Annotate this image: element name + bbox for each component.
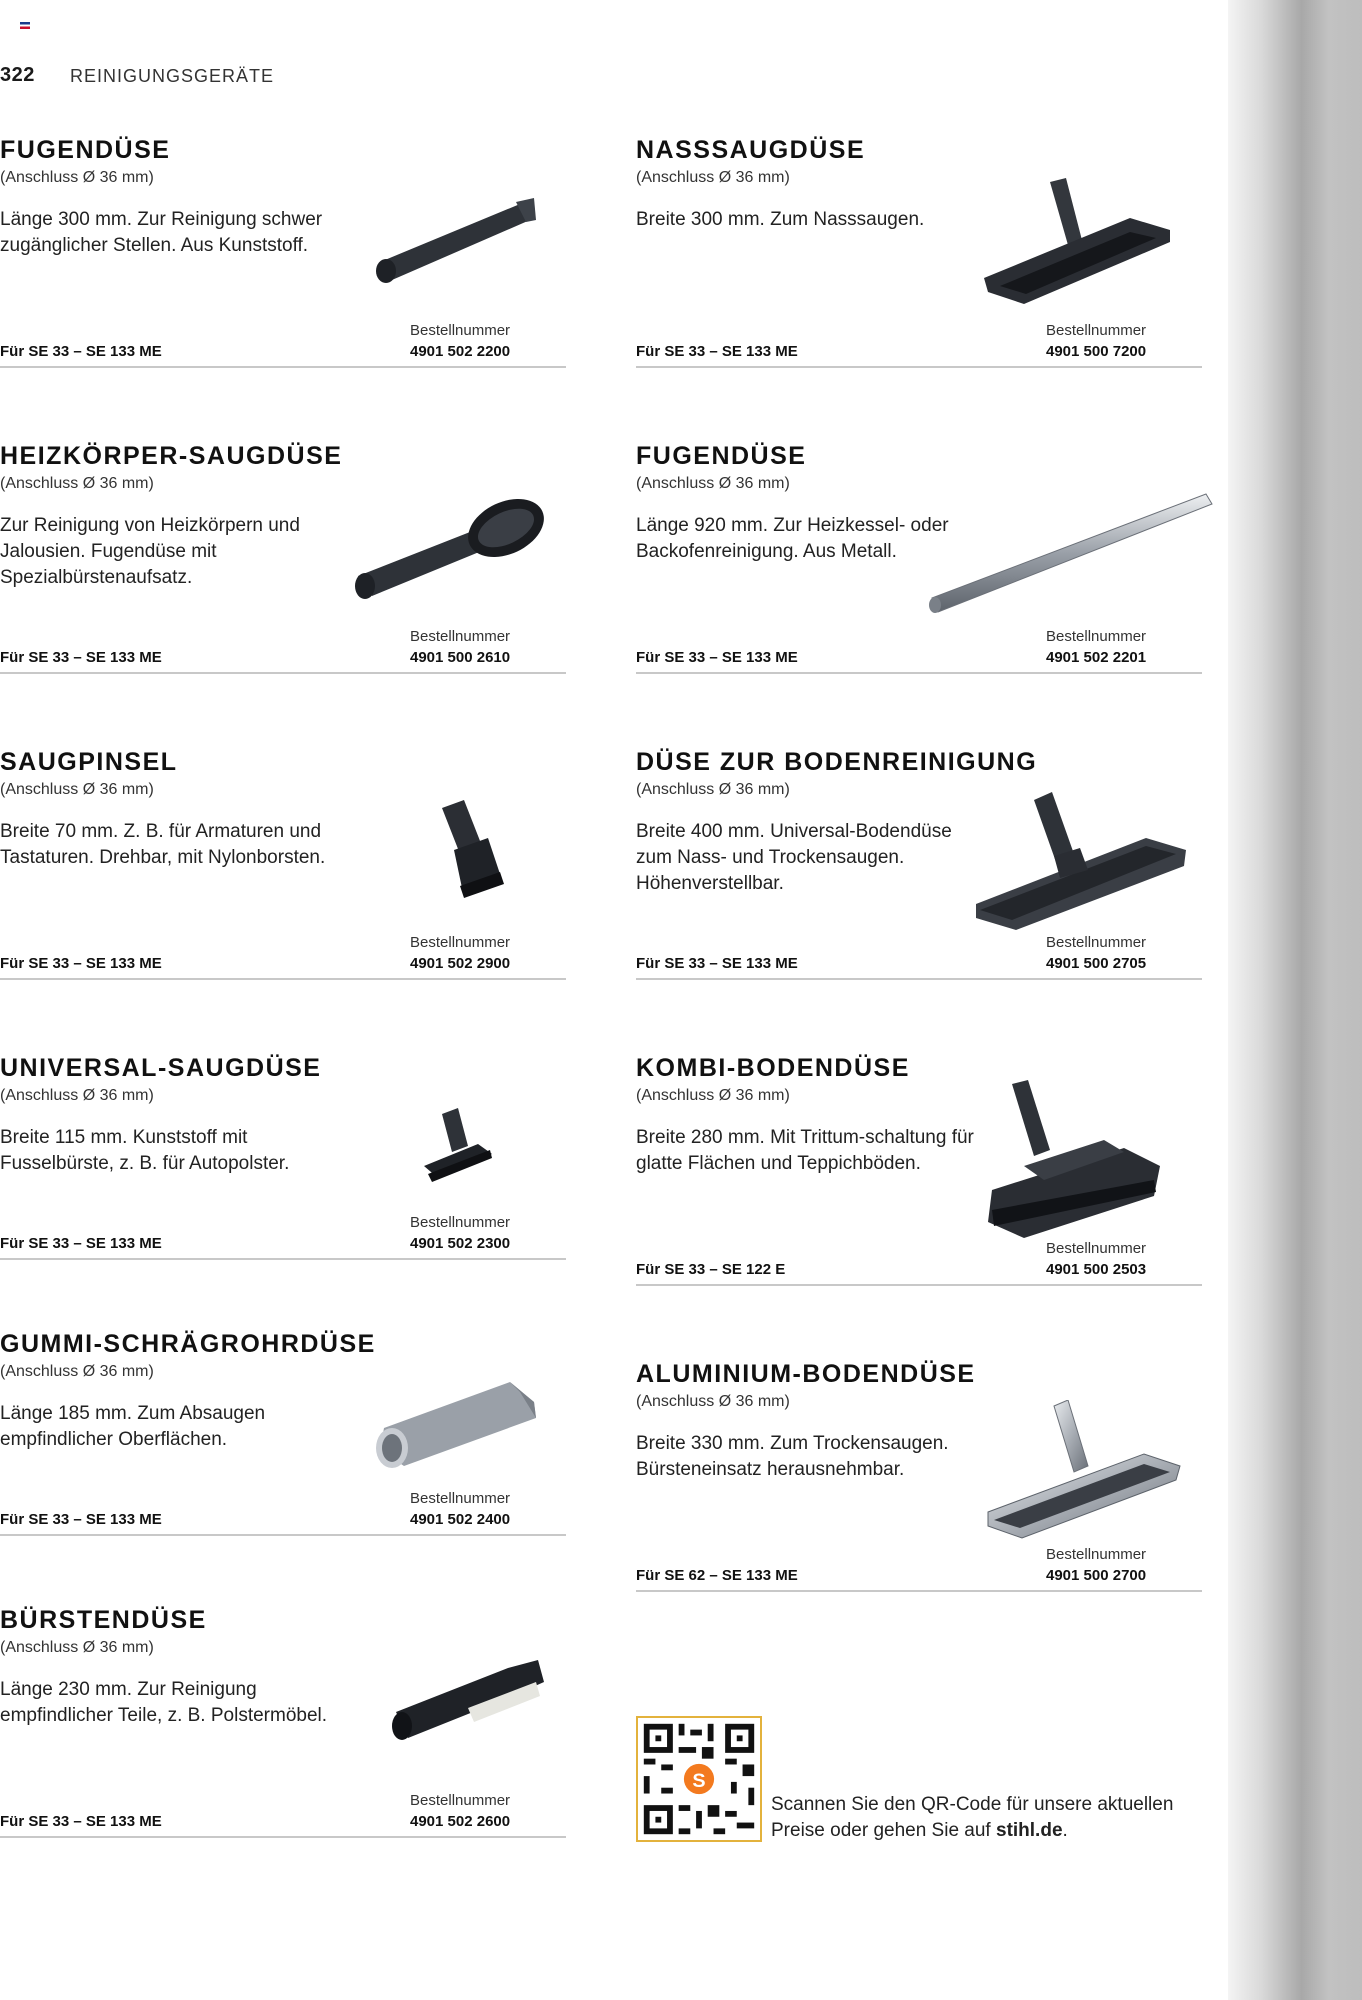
order-number: 4901 500 2503 [1046,1261,1147,1278]
order-number: 4901 502 2900 [410,955,511,972]
svg-text:S: S [692,1770,706,1793]
qr-caption-text: Scannen Sie den QR-Code für unsere aktuellen Preise oder gehen Sie auf [771,1794,1174,1841]
product-title: SAUGPINSEL [0,748,178,776]
order-number-label: Bestellnummer [1046,934,1147,951]
order-number-label: Bestellnummer [410,322,511,339]
product-description: Länge 300 mm. Zur Reinigung schwer zugänglicher Stellen. Aus Kunststoff. [0,209,323,256]
metal-crevice-nozzle-icon [924,490,1214,620]
product-connector: (Anschluss Ø 36 mm) [0,169,154,186]
product-connector: (Anschluss Ø 36 mm) [0,1639,154,1656]
qr-caption [771,1792,1211,1844]
compatible-models: Für SE 33 – SE 133 ME [0,649,162,666]
product-title: FUGENDÜSE [636,442,807,470]
order-number-label: Bestellnummer [1046,628,1147,645]
order-row [0,1490,566,1536]
order-row [0,628,566,674]
product-description: Länge 185 mm. Zum Absaugen empfindlicher Oberflächen. [0,1403,266,1450]
product-connector: (Anschluss Ø 36 mm) [636,169,790,186]
product-title: NASSSAUGDÜSE [636,136,866,164]
compatible-models: Für SE 33 – SE 133 ME [636,649,798,666]
product-title: GUMMI-SCHRÄGROHRDÜSE [0,1330,376,1358]
order-number: 4901 500 2700 [1046,1567,1147,1584]
product-connector: (Anschluss Ø 36 mm) [0,475,154,492]
compatible-models: Für SE 33 – SE 133 ME [0,1511,162,1528]
product-connector: (Anschluss Ø 36 mm) [636,475,790,492]
product-connector: (Anschluss Ø 36 mm) [636,781,790,798]
order-number-label: Bestellnummer [410,628,511,645]
product-connector: (Anschluss Ø 36 mm) [636,1087,790,1104]
order-number-label: Bestellnummer [410,934,511,951]
compatible-models: Für SE 33 – SE 133 ME [0,955,162,972]
product-connector: (Anschluss Ø 36 mm) [0,1087,154,1104]
product-description: Breite 330 mm. Zum Trockensaugen. Bürsteneinsatz herausnehmbar. [636,1433,949,1480]
page-number: 322 [0,64,35,86]
order-number: 4901 502 2600 [410,1813,511,1830]
order-row [636,1546,1202,1592]
product-title: HEIZKÖRPER-SAUGDÜSE [0,442,343,470]
product-description: Breite 70 mm. Z. B. für Armaturen und Tastaturen. Drehbar, mit Nylonborsten. [0,821,326,868]
product-description: Breite 115 mm. Kunststoff mit Fusselbürste, z. B. für Autopolster. [0,1127,290,1174]
website-link[interactable]: stihl.de [996,1820,1063,1841]
product-title: KOMBI-BODENDÜSE [636,1054,910,1082]
combi-floor-nozzle-icon [984,1080,1164,1240]
order-number-label: Bestellnummer [410,1792,511,1809]
dusting-brush-icon [430,800,510,900]
product-title: ALUMINIUM-BODENDÜSE [636,1360,976,1388]
order-row [636,934,1202,980]
compatible-models: Für SE 33 – SE 122 E [636,1261,786,1278]
compatible-models: Für SE 33 – SE 133 ME [0,1813,162,1830]
order-row [0,322,566,368]
brush-nozzle-icon [388,1656,548,1746]
product-title: BÜRSTENDÜSE [0,1606,207,1634]
order-number-label: Bestellnummer [1046,1240,1147,1257]
product-title: UNIVERSAL-SAUGDÜSE [0,1054,322,1082]
product-description: Breite 400 mm. Universal-Bodendüse zum Nass- und Trockensaugen. Höhenverstellbar. [636,821,952,894]
page-edge-shadow [1228,0,1362,2000]
aluminium-floor-nozzle-icon [984,1400,1184,1540]
compatible-models: Für SE 33 – SE 133 ME [636,343,798,360]
order-row [0,934,566,980]
radiator-nozzle-icon [350,488,570,608]
wet-nozzle-icon [980,178,1180,308]
product-description: Zur Reinigung von Heizkörpern und Jalousien. Fugendüse mit Spezialbürstenaufsatz. [0,515,300,588]
order-number: 4901 502 2200 [410,343,511,360]
order-row [636,322,1202,368]
product-description: Breite 300 mm. Zum Nasssaugen. [636,209,925,230]
order-row [636,1240,1202,1286]
order-number: 4901 502 2300 [410,1235,511,1252]
order-number: 4901 500 2705 [1046,955,1147,972]
universal-nozzle-icon [420,1108,500,1188]
flag-icon [20,22,30,29]
product-title: DÜSE ZUR BODENREINIGUNG [636,748,1038,776]
product-connector: (Anschluss Ø 36 mm) [0,781,154,798]
compatible-models: Für SE 33 – SE 133 ME [0,1235,162,1252]
order-number: 4901 500 7200 [1046,343,1147,360]
compatible-models: Für SE 33 – SE 133 ME [636,955,798,972]
order-row [0,1792,566,1838]
product-connector: (Anschluss Ø 36 mm) [636,1393,790,1410]
qr-code-pattern [638,1718,760,1840]
product-description: Breite 280 mm. Mit Trittum-schaltung für glatte Flächen und Teppichböden. [636,1127,974,1174]
product-description: Länge 230 mm. Zur Reinigung empfindlicher Teile, z. B. Polstermöbel. [0,1679,328,1726]
compatible-models: Für SE 33 – SE 133 ME [0,343,162,360]
compatible-models: Für SE 62 – SE 133 ME [636,1567,798,1584]
order-number-label: Bestellnummer [410,1490,511,1507]
order-number-label: Bestellnummer [1046,1546,1147,1563]
product-title: FUGENDÜSE [0,136,171,164]
order-row [636,628,1202,674]
order-number: 4901 502 2201 [1046,649,1147,666]
section-title: REINIGUNGSGERÄTE [70,66,275,86]
order-number-label: Bestellnummer [410,1214,511,1231]
order-number-label: Bestellnummer [1046,322,1147,339]
order-number: 4901 502 2400 [410,1511,511,1528]
order-row [0,1214,566,1260]
crevice-nozzle-icon [370,190,540,290]
rubber-nozzle-icon [370,1372,540,1472]
product-description: Länge 920 mm. Zur Heizkessel- oder Backofenreinigung. Aus Metall. [636,515,949,562]
floor-nozzle-icon [970,792,1190,932]
product-connector: (Anschluss Ø 36 mm) [0,1363,154,1380]
qr-caption-end: . [1062,1820,1068,1841]
order-number: 4901 500 2610 [410,649,511,666]
qr-code-icon[interactable] [636,1716,762,1842]
